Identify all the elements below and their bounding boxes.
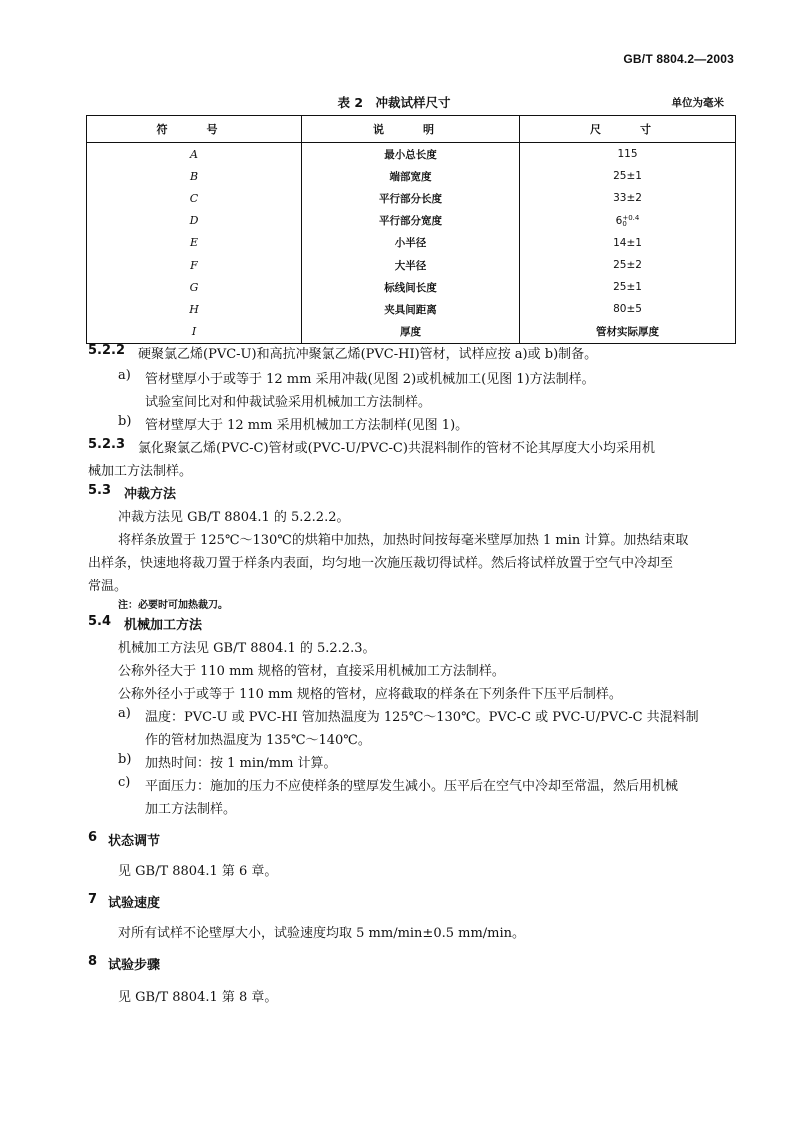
item-label-b: b) (118, 414, 132, 429)
cell-symbol: G (87, 276, 302, 298)
table-unit: 单位为毫米 (671, 97, 724, 109)
table-row (87, 187, 736, 209)
section-5-3-note: 注：必要时可加热裁刀。 (118, 600, 228, 611)
section-5-3-title: 冲裁方法 (124, 487, 177, 502)
section-5-4-p1: 机械加工方法见 GB/T 8804.1 的 5.2.2.3。 (118, 641, 376, 656)
section-number-8: 8 (88, 954, 98, 969)
cell-symbol: F (87, 254, 302, 276)
table-row (87, 321, 736, 344)
cell-dimension: 115 (520, 143, 736, 166)
table-row (87, 232, 736, 254)
section-8-text: 见 GB/T 8804.1 第 8 章。 (118, 990, 278, 1005)
section-5-4-p3: 公称外径小于或等于 110 mm 规格的管材，应将截取的样条在下列条件下压平后制样。 (118, 687, 622, 702)
table-row (87, 298, 736, 320)
section-number-6: 6 (88, 830, 98, 845)
cell-symbol: C (87, 187, 302, 209)
section-8-title: 试验步骤 (108, 958, 161, 973)
item-c-text: 平面压力：施加的压力不应使样条的壁厚发生减小。压平后在空气中冷却至常温，然后用机械 (145, 779, 679, 794)
item-label-b: b) (118, 752, 132, 767)
cell-symbol: A (87, 143, 302, 166)
column-header-dimension: 尺 寸 (520, 116, 736, 143)
dimension-nominal: 6 (615, 214, 623, 227)
section-7-title: 试验速度 (108, 896, 161, 911)
tolerance-upper: +0.4 (622, 213, 640, 222)
item-a-text: 温度：PVC-U 或 PVC-HI 管加热温度为 125℃～130℃。PVC-C 或 PVC-U/PVC-C 共混料制 (145, 710, 699, 725)
section-7-text: 对所有试样不论壁厚大小，试验速度均取 5 mm/min±0.5 mm/min。 (118, 926, 526, 941)
cell-symbol: D (87, 210, 302, 232)
section-5-3-p2: 将样条放置于 125℃～130℃的烘箱中加热，加热时间按每毫米壁厚加热 1 min 计算。加热结束取 (118, 533, 689, 548)
cell-description: 平行部分宽度 (302, 210, 520, 232)
table-row (87, 276, 736, 298)
cell-description: 小半径 (302, 232, 520, 254)
cell-dimension: 25±1 (520, 165, 736, 187)
section-5-4-p2: 公称外径大于 110 mm 规格的管材，直接采用机械加工方法制样。 (118, 664, 505, 679)
table-row (87, 254, 736, 276)
cell-description: 厚度 (302, 321, 520, 344)
document-code: GB/T 8804.2—2003 (623, 52, 734, 66)
section-number-7: 7 (88, 892, 98, 907)
section-5-4-title: 机械加工方法 (124, 618, 203, 633)
item-b-text: 加热时间：按 1 min/mm 计算。 (145, 756, 337, 771)
cell-symbol: I (87, 321, 302, 344)
cell-description: 端部宽度 (302, 165, 520, 187)
cell-dimension: 25±2 (520, 254, 736, 276)
cell-symbol: B (87, 165, 302, 187)
column-header-description: 说 明 (302, 116, 520, 143)
table-row (87, 165, 736, 187)
cell-dimension: 33±2 (520, 187, 736, 209)
section-number-5-3: 5.3 (88, 483, 112, 498)
cell-symbol: E (87, 232, 302, 254)
section-6-text: 见 GB/T 8804.1 第 6 章。 (118, 864, 278, 879)
item-label-a: a) (118, 706, 131, 721)
section-5-2-2-text: 硬聚氯乙烯(PVC-U)和高抗冲聚氯乙烯(PVC-HI)管材，试样应按 a)或 b)制备。 (138, 347, 598, 362)
cell-description: 最小总长度 (302, 143, 520, 166)
table-title: 表 2 冲裁试样尺寸 (337, 95, 451, 110)
cell-symbol: H (87, 298, 302, 320)
column-header-symbol: 符 号 (87, 116, 302, 143)
item-a-text: 管材壁厚小于或等于 12 mm 采用冲裁(见图 2)或机械加工(见图 1)方法制样。 (145, 372, 595, 387)
cell-dimension: 80±5 (520, 298, 736, 320)
cell-dimension (520, 210, 736, 232)
cell-dimension: 14±1 (520, 232, 736, 254)
table-row (87, 210, 736, 232)
cell-description: 夹具间距离 (302, 298, 520, 320)
cell-description: 平行部分长度 (302, 187, 520, 209)
cell-description: 大半径 (302, 254, 520, 276)
item-label-a: a) (118, 368, 131, 383)
section-5-3-p1: 冲裁方法见 GB/T 8804.1 的 5.2.2.2。 (118, 510, 350, 525)
section-number-5-4: 5.4 (88, 614, 112, 629)
table-row (87, 143, 736, 166)
section-5-3-p2-end: 常温。 (88, 579, 128, 594)
dimension-tolerance (622, 215, 639, 227)
item-a-text-cont: 作的管材加热温度为 135℃～140℃。 (145, 733, 371, 748)
table-header-row (87, 116, 736, 143)
section-6-title: 状态调节 (108, 834, 161, 849)
item-label-c: c) (118, 775, 131, 790)
item-a-text-cont: 试验室间比对和仲裁试验采用机械加工方法制样。 (145, 395, 432, 410)
tolerance-lower: 0 (622, 219, 627, 228)
item-b-text: 管材壁厚大于 12 mm 采用机械加工方法制样(见图 1)。 (145, 418, 469, 433)
cell-dimension: 管材实际厚度 (520, 321, 736, 344)
section-5-2-3-text-cont: 械加工方法制样。 (88, 464, 193, 479)
cell-dimension: 25±1 (520, 276, 736, 298)
section-number-5-2-3: 5.2.3 (88, 437, 126, 452)
cell-description: 标线间长度 (302, 276, 520, 298)
specimen-dimension-table (86, 115, 736, 344)
item-c-text-cont: 加工方法制样。 (145, 802, 237, 817)
section-5-3-p2-cont: 出样条，快速地将裁刀置于样条内表面，均匀地一次施压裁切得试样。然后将试样放置于空气中冷却至 (88, 556, 674, 571)
section-5-2-3-text: 氯化聚氯乙烯(PVC-C)管材或(PVC-U/PVC-C)共混料制作的管材不论其厚度大小均采用机 (138, 441, 655, 456)
section-number-5-2-2: 5.2.2 (88, 343, 126, 358)
